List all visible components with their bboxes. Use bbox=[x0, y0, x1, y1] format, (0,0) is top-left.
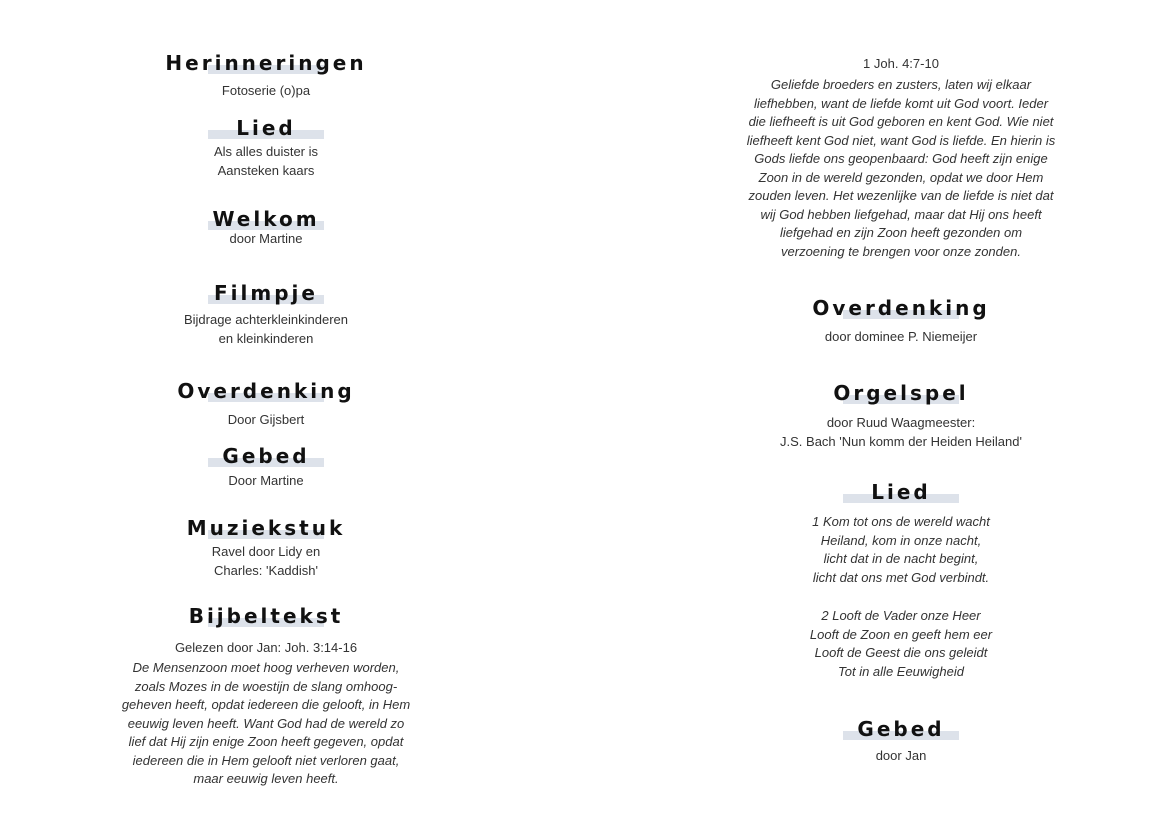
verse-line: 1 Kom tot ons de wereld wacht bbox=[812, 514, 990, 529]
heading-overdenking bbox=[735, 297, 1067, 325]
filmpje-text bbox=[116, 311, 416, 348]
overdenking-text: door dominee P. Niemeijer bbox=[824, 329, 978, 344]
verse-line: geheven heeft, opdat iedereen die gelooft, in Hem bbox=[121, 697, 411, 712]
heading-bijbeltekst bbox=[116, 605, 416, 633]
heading-label: Welkom bbox=[212, 207, 320, 231]
verse-line: Looft de Zoon en geeft hem eer bbox=[809, 626, 993, 642]
verse-line: licht dat ons met God verbindt. bbox=[812, 569, 990, 585]
reading-reference: 1 Joh. 4:7-10 bbox=[863, 56, 939, 71]
gebed-text: Door Martine bbox=[228, 473, 304, 488]
welkom-text: door Martine bbox=[229, 231, 303, 246]
verse-line: verzoening te brengen voor onze zonden. bbox=[781, 243, 1021, 259]
heading-herinneringen bbox=[116, 52, 416, 80]
heading-overdenking bbox=[116, 380, 416, 408]
heading-label: Muziekstuk bbox=[186, 516, 346, 540]
text-line: Bijdrage achterkleinkinderen bbox=[183, 312, 349, 327]
text-line: Charles: 'Kaddish' bbox=[214, 562, 318, 578]
heading-label: Lied bbox=[871, 480, 931, 504]
heading-label: Orgelspel bbox=[833, 381, 969, 405]
verse-line: Gods liefde ons geopenbaard: God heeft zijn enige bbox=[754, 151, 1048, 166]
text-line: Aansteken kaars bbox=[217, 162, 315, 178]
verse-line: wij God hebben liefgehad, maar dat Hij ons heeft bbox=[760, 206, 1042, 222]
lied-verse-2 bbox=[735, 607, 1067, 681]
verse-line: lief dat Hij zijn enige Zoon heeft gegeven, opdat bbox=[128, 734, 404, 749]
bijbeltekst-verse bbox=[116, 659, 416, 789]
verse-line: liefgehad en zijn Zoon heeft gezonden om bbox=[779, 225, 1023, 240]
verse-line: liefheeft kent God niet, want God is liefde. En hierin is bbox=[746, 132, 1056, 148]
reading-verse bbox=[735, 76, 1067, 261]
heading-label: Overdenking bbox=[812, 296, 990, 320]
herinneringen-text: Fotoserie (o)pa bbox=[221, 83, 311, 98]
verse-line: Heiland, kom in onze nacht, bbox=[820, 532, 982, 548]
gebed-text: door Jan bbox=[875, 748, 927, 763]
heading-lied bbox=[735, 481, 1067, 509]
left-column bbox=[116, 0, 416, 827]
muziekstuk-text bbox=[116, 543, 416, 580]
verse-line: licht dat in de nacht begint, bbox=[823, 551, 979, 566]
heading-muziekstuk bbox=[116, 517, 416, 545]
heading-label: Herinneringen bbox=[165, 51, 367, 75]
verse-line: eeuwig leven heeft. Want God had de wereld zo bbox=[127, 715, 405, 731]
text-line: en kleinkinderen bbox=[218, 330, 314, 346]
verse-line: zouden leven. Het wezenlijke van de liefde is niet dat bbox=[748, 188, 1054, 203]
lied-text bbox=[116, 143, 416, 180]
verse-line: zoals Mozes in de woestijn de slang omhoog- bbox=[134, 678, 398, 694]
heading-lied bbox=[116, 117, 416, 145]
verse-line: iedereen die in Hem gelooft niet verloren gaat, bbox=[132, 752, 400, 768]
orgelspel-text bbox=[735, 414, 1067, 451]
heading-orgelspel bbox=[735, 382, 1067, 410]
text-line: Als alles duister is bbox=[213, 144, 319, 159]
verse-line: De Mensenzoon moet hoog verheven worden, bbox=[132, 660, 400, 675]
overdenking-text: Door Gijsbert bbox=[227, 412, 305, 427]
heading-label: Overdenking bbox=[177, 379, 355, 403]
heading-gebed bbox=[735, 718, 1067, 746]
heading-filmpje bbox=[116, 282, 416, 310]
verse-line: Geliefde broeders en zusters, laten wij elkaar bbox=[770, 77, 1032, 92]
bijbeltekst-reference: Gelezen door Jan: Joh. 3:14-16 bbox=[174, 640, 358, 655]
text-line: J.S. Bach 'Nun komm der Heiden Heiland' bbox=[780, 433, 1022, 449]
heading-label: Gebed bbox=[857, 717, 945, 741]
heading-label: Gebed bbox=[222, 444, 310, 468]
verse-line: die liefheeft is uit God geboren en kent God. Wie niet bbox=[748, 114, 1054, 129]
text-line: door Ruud Waagmeester: bbox=[826, 415, 976, 430]
verse-line: 2 Looft de Vader onze Heer bbox=[821, 608, 981, 623]
verse-line: Tot in alle Eeuwigheid bbox=[838, 663, 964, 679]
lied-verse-1 bbox=[735, 513, 1067, 587]
right-column bbox=[735, 0, 1067, 827]
verse-line: Looft de Geest die ons geleidt bbox=[814, 645, 988, 660]
heading-label: Bijbeltekst bbox=[188, 604, 344, 628]
heading-gebed bbox=[116, 445, 416, 473]
heading-label: Filmpje bbox=[214, 281, 318, 305]
heading-label: Lied bbox=[236, 116, 296, 140]
verse-line: Zoon in de wereld gezonden, opdat we door Hem bbox=[758, 169, 1044, 185]
verse-line: maar eeuwig leven heeft. bbox=[193, 771, 339, 786]
text-line: Ravel door Lidy en bbox=[211, 544, 321, 559]
verse-line: liefhebben, want de liefde komt uit God voort. Ieder bbox=[753, 95, 1049, 111]
